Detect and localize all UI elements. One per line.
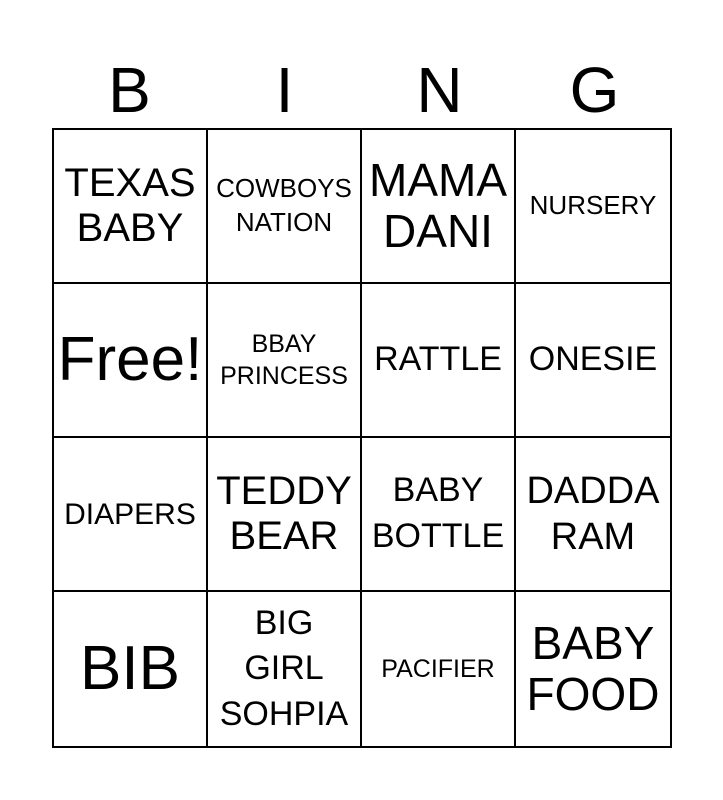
cell-label: Free! <box>57 324 203 394</box>
cell-label: TEDDY BEAR <box>216 469 352 558</box>
bingo-cell[interactable] <box>54 592 208 746</box>
bingo-cell[interactable] <box>362 438 516 592</box>
cell-label: PACIFIER <box>381 654 495 683</box>
bingo-cell[interactable] <box>362 130 516 284</box>
cell-label: RATTLE <box>374 340 502 379</box>
cell-label: BABY FOOD <box>526 617 660 720</box>
cell-label: COWBOYS NATION <box>216 173 352 237</box>
cell-label: ONESIE <box>528 340 658 379</box>
bingo-cell[interactable] <box>54 284 208 438</box>
cell-label: TEXAS BABY <box>64 161 196 250</box>
bingo-cell[interactable] <box>516 284 670 438</box>
bingo-card-grid <box>52 128 672 748</box>
cell-label: BIB <box>80 633 180 703</box>
header-letter-n: N <box>416 54 463 126</box>
header-letter-i: I <box>275 54 294 126</box>
bingo-cell[interactable] <box>516 592 670 746</box>
cell-label: BABY BOTTLE <box>371 471 505 555</box>
cell-label: NURSERY <box>529 190 657 221</box>
bingo-cell[interactable] <box>208 284 362 438</box>
bingo-cell[interactable] <box>208 438 362 592</box>
header-letter-b: B <box>108 54 151 126</box>
bingo-cell[interactable] <box>208 130 362 284</box>
cell-label: BIG GIRL SOHPIA <box>219 603 349 733</box>
bingo-cell[interactable] <box>54 438 208 592</box>
header-letter-g: G <box>569 54 620 126</box>
bingo-cell[interactable] <box>362 284 516 438</box>
bingo-header <box>52 52 672 128</box>
bingo-cell[interactable] <box>54 130 208 284</box>
bingo-cell[interactable] <box>516 130 670 284</box>
cell-label: BBAY PRINCESS <box>220 329 348 390</box>
bingo-cell[interactable] <box>516 438 670 592</box>
cell-label: DIAPERS <box>64 497 196 531</box>
bingo-cell[interactable] <box>362 592 516 746</box>
cell-label: MAMA DANI <box>369 154 507 257</box>
cell-label: DADDA RAM <box>526 469 660 558</box>
bingo-cell[interactable] <box>208 592 362 746</box>
